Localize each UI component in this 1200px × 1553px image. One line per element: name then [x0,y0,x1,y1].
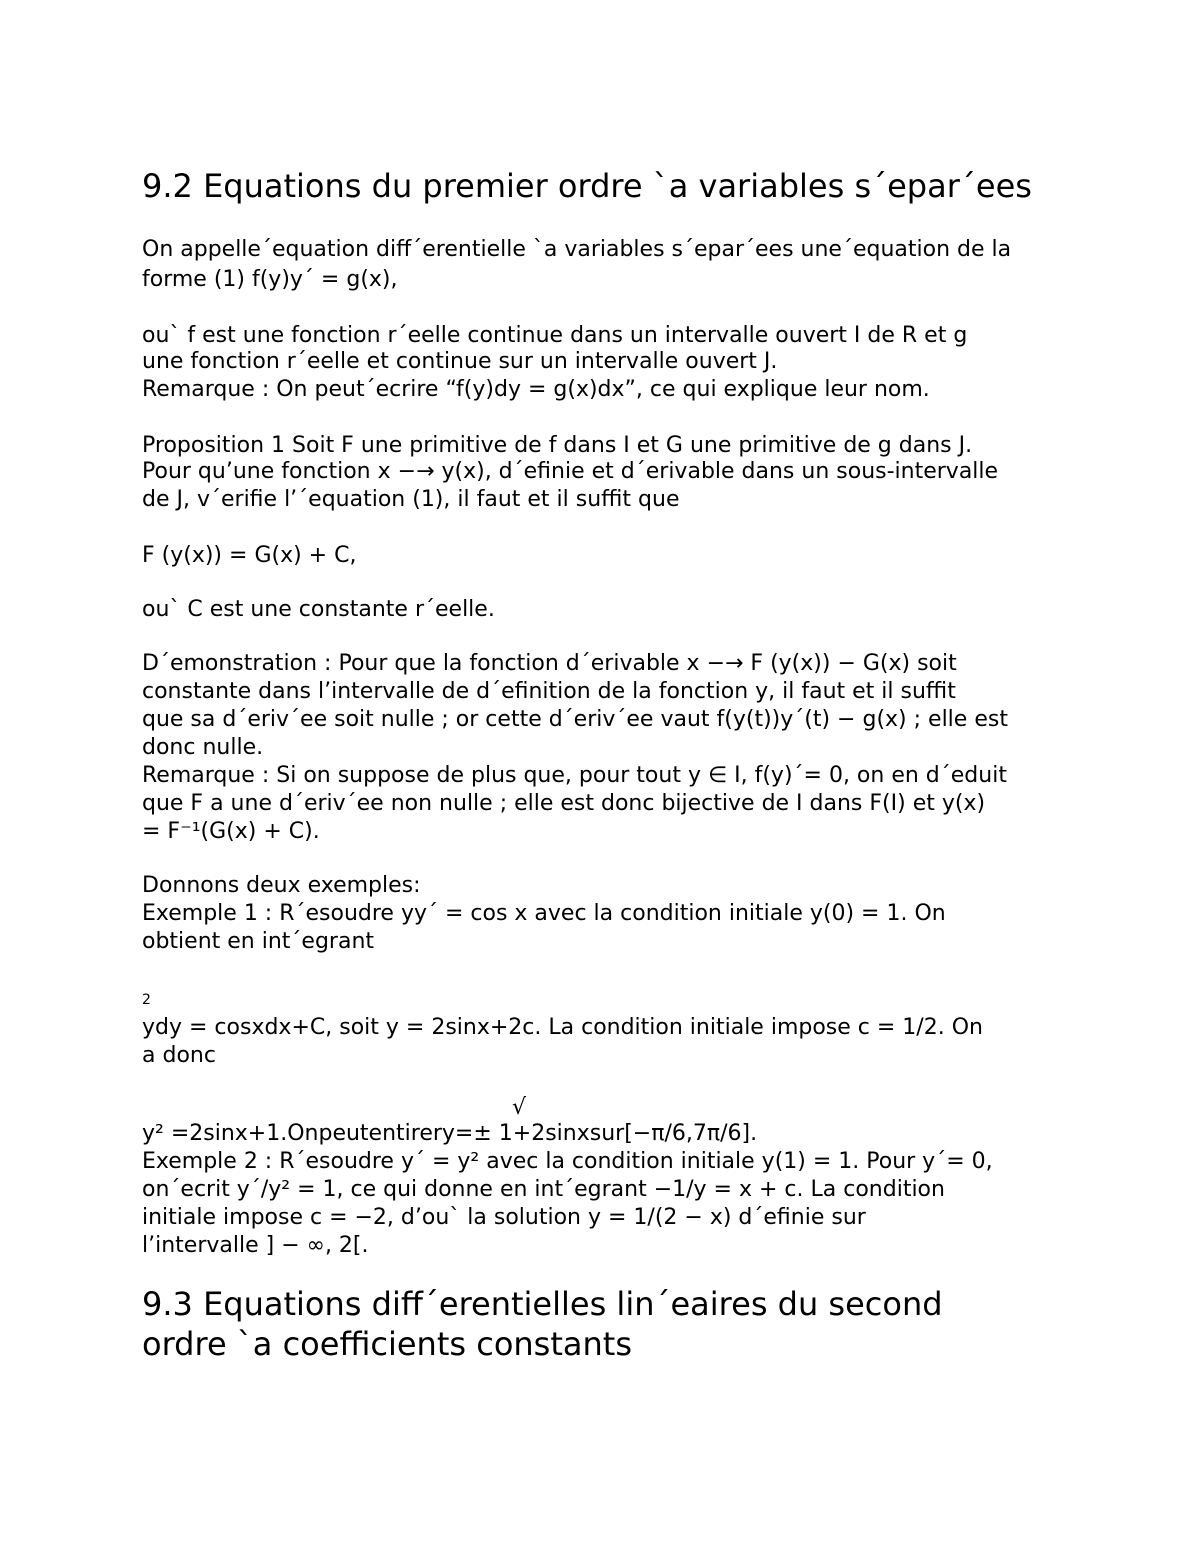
intro-line-3: ou` f est une fonction r´eelle continue dans un intervalle ouvert I de R et g [142,323,968,348]
proposition-line-2: Pour qu’une fonction x −→ y(x), d´efinie et d´erivable dans un sous-intervalle [142,459,999,484]
example-2-line-3: initiale impose c = −2, d’ou` la solution y = 1/(2 − x) d´efinie sur [142,1205,866,1230]
proposition-line-3: de J, v´erifie l’´equation (1), il faut et il suffit que [142,487,680,512]
examples-intro: Donnons deux exemples: [142,873,421,898]
example-1-line-4: a donc [142,1043,216,1068]
demonstration-remark-1: Remarque : Si on suppose de plus que, pour tout y ∈ I, f(y)´= 0, on en d´eduit [142,763,1007,788]
demonstration-line-2: constante dans l’intervalle de d´efinition de la fonction y, il faut et il suffit [142,679,956,704]
intro-line-4: une fonction r´eelle et continue sur un intervalle ouvert J. [142,349,778,374]
demonstration-remark-3: = F⁻¹(G(x) + C). [142,819,320,844]
example-1-line-1: Exemple 1 : R´esoudre yy´ = cos x avec la condition initiale y(0) = 1. On [142,901,946,926]
intro-line-2: forme (1) f(y)y´ = g(x), [142,267,398,292]
proposition-constant: ou` C est une constante r´eelle. [142,597,495,622]
example-1-line-5: y² =2sinx+1.Onpeutentirery=± 1+2sinxsur[−π/6,7π/6]. [142,1121,758,1146]
proposition-formula: F (y(x)) = G(x) + C, [142,543,357,568]
example-2-line-1: Exemple 2 : R´esoudre y´ = y² avec la condition initiale y(1) = 1. Pour y´= 0, [142,1149,993,1174]
demonstration-line-1: D´emonstration : Pour que la fonction d´erivable x −→ F (y(x)) − G(x) soit [142,651,957,676]
example-1-line-3: ydy = cosxdx+C, soit y = 2sinx+2c. La condition initiale impose c = 1/2. On [142,1015,983,1040]
demonstration-remark-2: que F a une d´eriv´ee non nulle ; elle est donc bijective de I dans F(I) et y(x) [142,791,986,816]
section-heading-9-3-line-2: ordre `a coefficients constants [142,1325,632,1363]
demonstration-line-3: que sa d´eriv´ee soit nulle ; or cette d´eriv´ee vaut f(y(t))y´(t) − g(x) ; elle est [142,707,1008,732]
section-heading-9-2: 9.2 Equations du premier ordre `a variables s´epar´ees [142,167,1032,205]
sqrt-sign: √ [512,1095,527,1120]
section-heading-9-3-line-1: 9.3 Equations diff´erentielles lin´eaires du second [142,1285,943,1323]
example-2-line-2: on´ecrit y´/y² = 1, ce qui donne en int´egrant −1/y = x + c. La condition [142,1177,945,1202]
example-1-integral-glyphs [142,984,151,1014]
demonstration-line-4: donc nulle. [142,735,264,760]
example-1-line-2: obtient en int´egrant [142,929,375,954]
proposition-line-1: Proposition 1 Soit F une primitive de f dans I et G une primitive de g dans J. [142,433,973,458]
integral-subscript: 2 [142,992,151,1008]
intro-remark: Remarque : On peut´ecrire “f(y)dy = g(x)dx”, ce qui explique leur nom. [142,377,930,402]
example-2-line-4: l’intervalle ] − ∞, 2[. [142,1233,369,1258]
intro-line-1: On appelle´equation diff´erentielle `a variables s´epar´ees une´equation de la [142,237,1012,262]
